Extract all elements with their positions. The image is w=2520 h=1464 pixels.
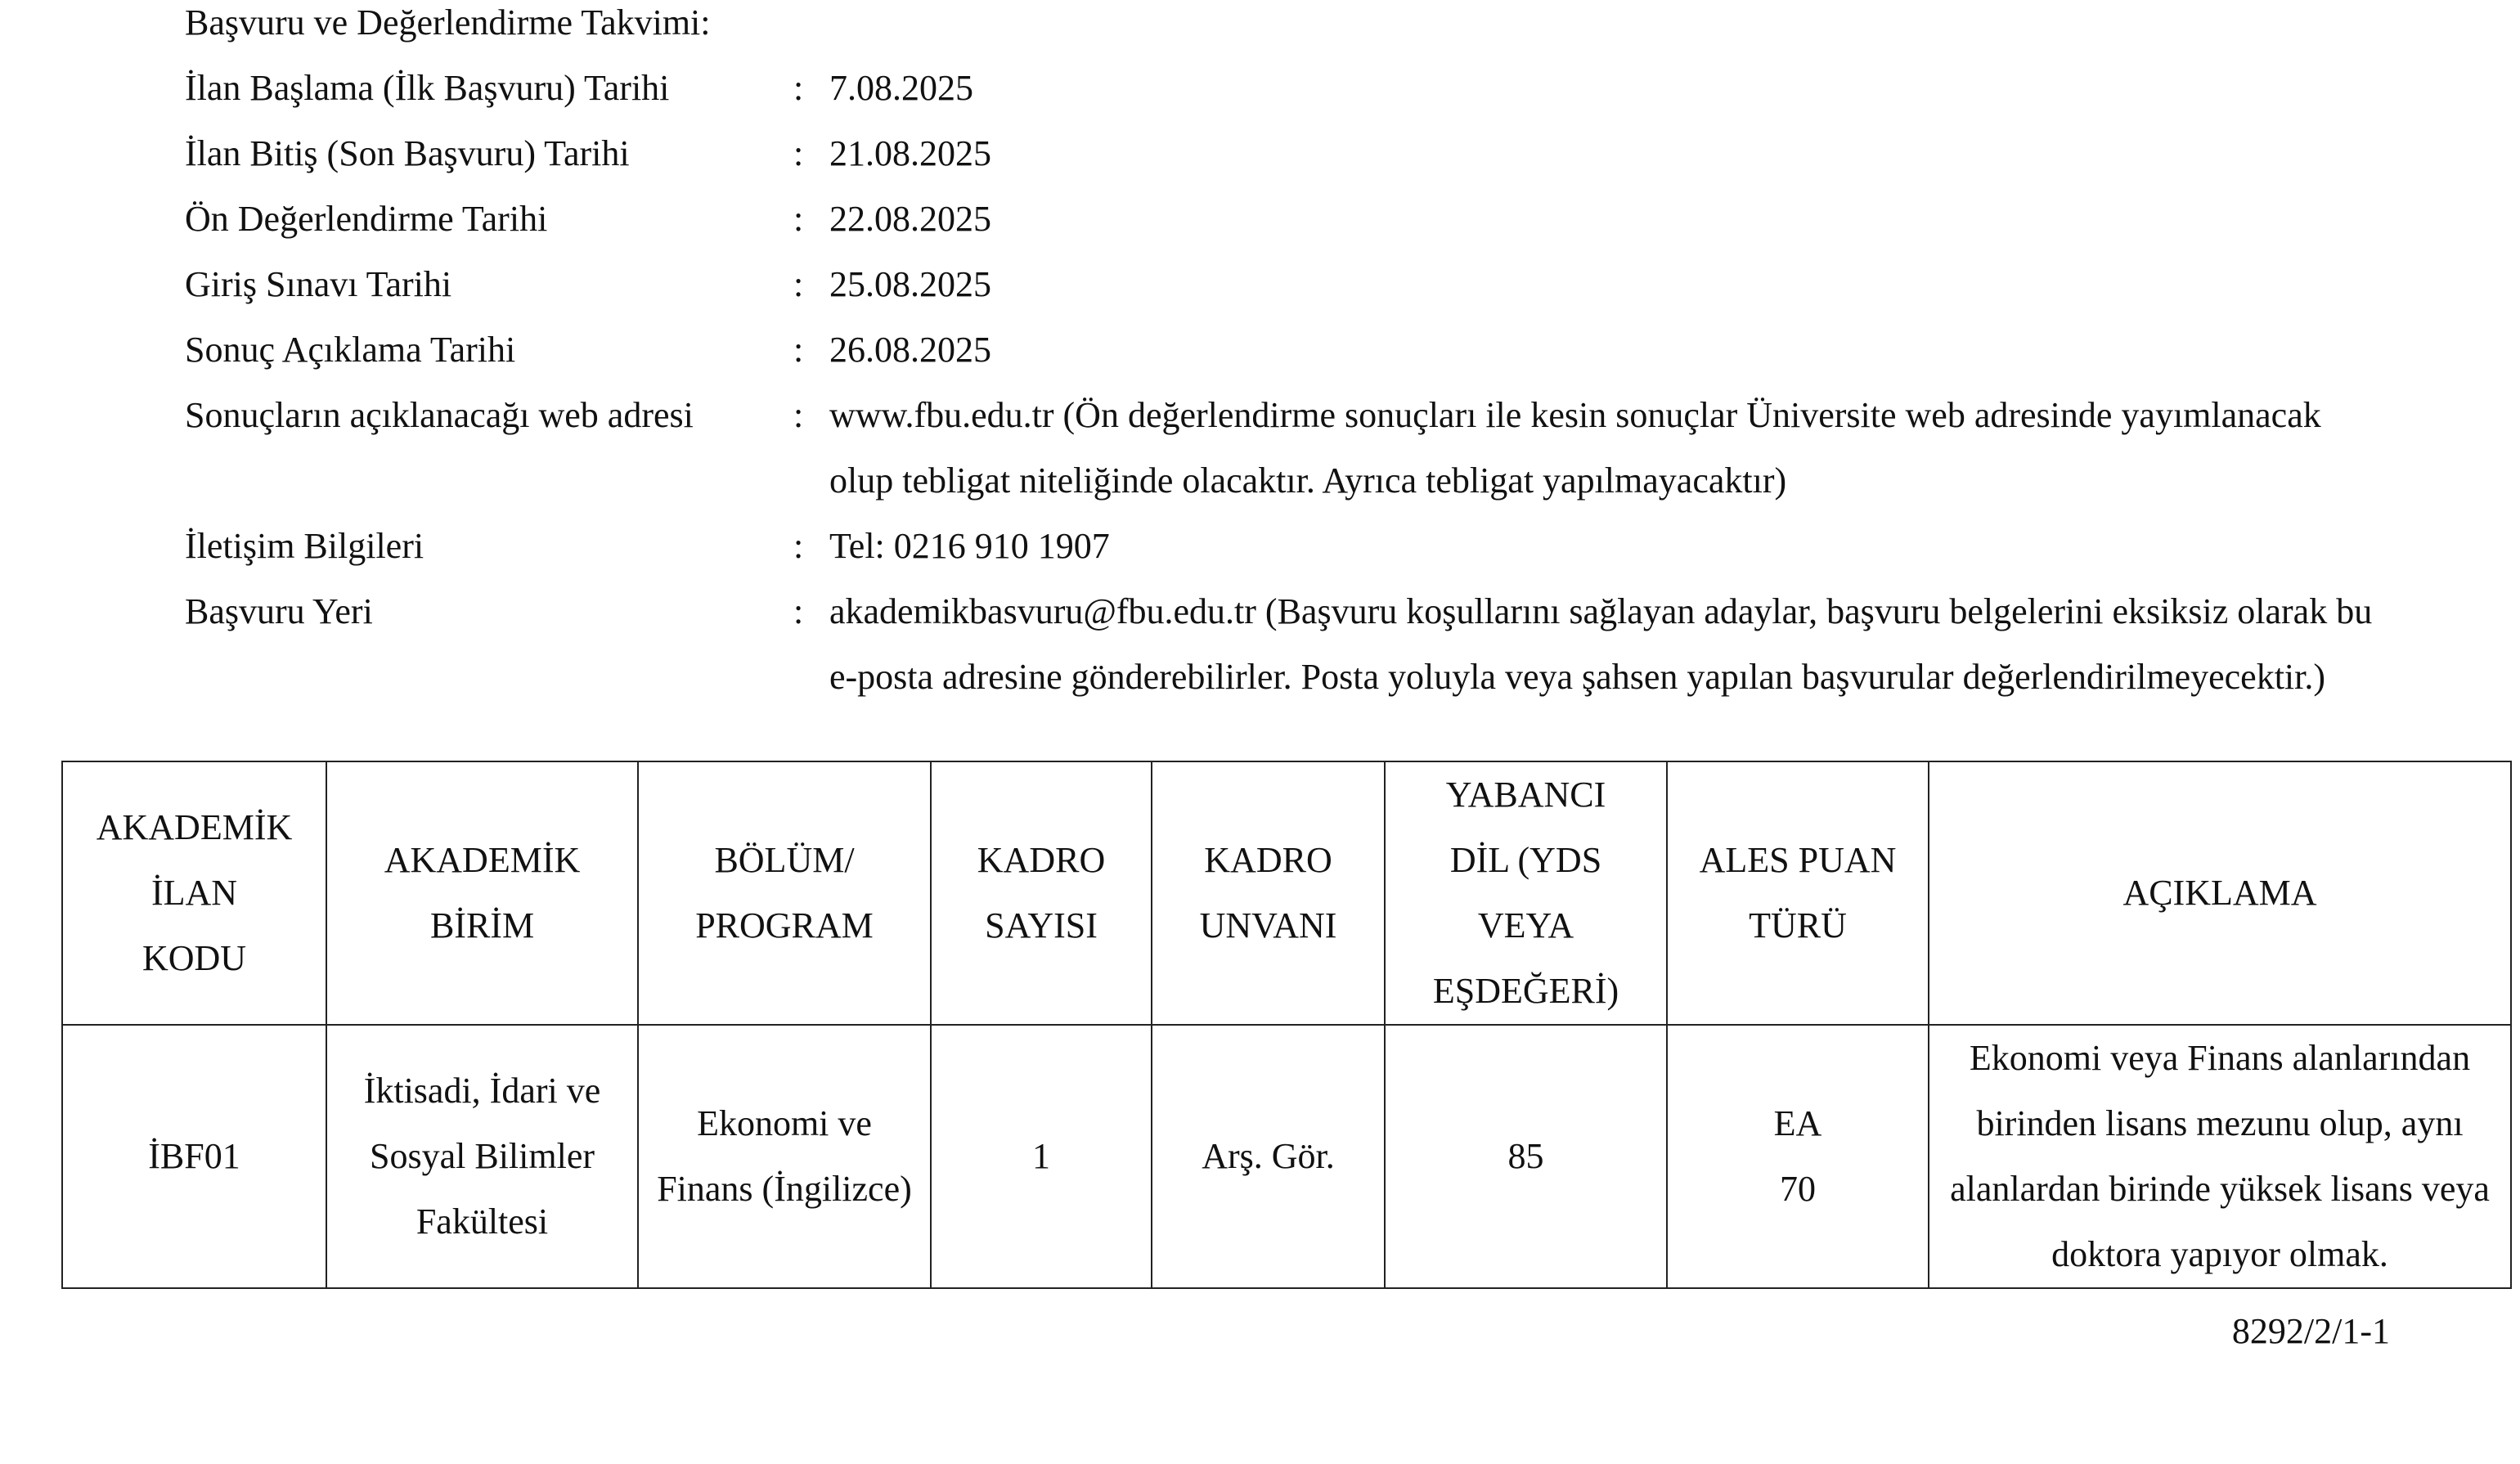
header-text: PROGRAM — [695, 905, 874, 945]
schedule-label: İlan Başlama (İlk Başvuru) Tarihi — [185, 68, 670, 108]
cell-text: doktora yapıyor olmak. — [2051, 1234, 2388, 1274]
schedule-colon: : — [793, 591, 804, 631]
cell-text: birinden lisans mezunu olup, aynı — [1976, 1103, 2464, 1143]
header-text: KODU — [141, 938, 247, 978]
table-header-row — [62, 761, 2511, 1025]
schedule-label: Sonuçların açıklanacağı web adresi — [185, 395, 694, 435]
header-text: VEYA — [1477, 905, 1574, 945]
document-number: 8292/2/1-1 — [2231, 1311, 2390, 1351]
schedule-value: 26.08.2025 — [829, 330, 991, 370]
schedule-value — [829, 383, 2508, 514]
header-text: KADRO — [977, 840, 1106, 880]
cell-count: 1 — [931, 1025, 1152, 1288]
schedule-label: İletişim Bilgileri — [185, 526, 424, 566]
schedule-value: 21.08.2025 — [829, 133, 991, 173]
schedule-value: 22.08.2025 — [829, 199, 991, 239]
cell-text: alanlardan birinde yüksek lisans veya — [1950, 1169, 2490, 1209]
header-text: KADRO — [1204, 840, 1332, 880]
header-text: BÖLÜM/ — [714, 840, 855, 880]
header-ales-puan-turu — [1667, 761, 1929, 1025]
cell-text: EA — [1773, 1103, 1822, 1143]
header-text: YABANCI — [1445, 775, 1606, 815]
header-text: DİL (YDS — [1449, 840, 1602, 880]
schedule-label: Sonuç Açıklama Tarihi — [185, 330, 516, 370]
cell-text: İktisadi, İdari ve — [363, 1071, 601, 1111]
schedule-value: 25.08.2025 — [829, 264, 991, 304]
cell-unit — [326, 1025, 638, 1288]
schedule-colon: : — [793, 199, 804, 239]
schedule-label: Ön Değerlendirme Tarihi — [185, 199, 548, 239]
header-text: EŞDEĞERİ) — [1432, 971, 1619, 1011]
schedule-label: Giriş Sınavı Tarihi — [185, 264, 452, 304]
cell-text: Sosyal Bilimler — [370, 1136, 595, 1176]
header-bolum-program — [638, 761, 931, 1025]
schedule-list — [185, 56, 2508, 710]
schedule-row-web-address — [185, 383, 2508, 514]
cell-program — [638, 1025, 931, 1288]
header-text: SAYISI — [985, 905, 1098, 945]
cell-title: Arş. Gör. — [1152, 1025, 1385, 1288]
schedule-row-start-date — [185, 56, 2508, 121]
header-ilan-kodu — [62, 761, 326, 1025]
header-aciklama — [1929, 761, 2511, 1025]
schedule-row-result-date — [185, 317, 2508, 383]
cell-text: 70 — [1780, 1169, 1816, 1209]
schedule-value: Tel: 0216 910 1907 — [829, 526, 1110, 566]
header-text: AÇIKLAMA — [2122, 873, 2317, 913]
schedule-row-application-place — [185, 579, 2508, 710]
cell-description — [1929, 1025, 2511, 1288]
header-text: İLAN — [150, 873, 238, 913]
header-kadro-unvani — [1152, 761, 1385, 1025]
schedule-colon: : — [793, 68, 804, 108]
schedule-value: 7.08.2025 — [829, 68, 973, 108]
schedule-label: Başvuru Yeri — [185, 591, 373, 631]
schedule-colon: : — [793, 264, 804, 304]
position-table — [61, 761, 2512, 1289]
schedule-row-pre-evaluation — [185, 186, 2508, 252]
cell-code: İBF01 — [62, 1025, 326, 1288]
header-yabanci-dil — [1385, 761, 1667, 1025]
header-text: BİRİM — [429, 905, 535, 945]
schedule-title: Başvuru ve Değerlendirme Takvimi: — [185, 2, 711, 43]
schedule-colon: : — [793, 330, 804, 370]
schedule-label: İlan Bitiş (Son Başvuru) Tarihi — [185, 133, 630, 173]
application-place-line-2: e-posta adresine gönderebilirler. Posta yoluyla veya şahsen yapılan başvurular değerlendirilmeyecektir.) — [829, 657, 2326, 697]
cell-text: Finans (İngilizce) — [657, 1169, 912, 1209]
schedule-colon: : — [793, 395, 804, 435]
schedule-value — [829, 579, 2508, 710]
cell-text: Ekonomi ve — [697, 1103, 872, 1143]
header-akademik-birim — [326, 761, 638, 1025]
web-address-line-2: olup tebligat niteliğinde olacaktır. Ayrıca tebligat yapılmayacaktır) — [829, 460, 1787, 501]
web-address-line-1: www.fbu.edu.tr (Ön değerlendirme sonuçları ile kesin sonuçlar Üniversite web adresinde yayımlanacak — [829, 395, 2321, 435]
header-kadro-sayisi — [931, 761, 1152, 1025]
header-text: TÜRÜ — [1749, 905, 1847, 945]
cell-text: Ekonomi veya Finans alanlarından — [1969, 1038, 2471, 1078]
header-text: UNVANI — [1199, 905, 1337, 945]
application-place-line-1: akademikbasvuru@fbu.edu.tr (Başvuru koşullarını sağlayan adaylar, başvuru belgelerini eksiksiz olarak bu — [829, 591, 2373, 631]
schedule-row-contact — [185, 514, 2508, 579]
table-row — [62, 1025, 2511, 1288]
schedule-colon: : — [793, 526, 804, 566]
schedule-row-exam-date — [185, 252, 2508, 317]
cell-text: Fakültesi — [416, 1201, 549, 1242]
header-text: ALES PUAN — [1699, 840, 1897, 880]
schedule-row-end-date — [185, 121, 2508, 186]
cell-language-score: 85 — [1385, 1025, 1667, 1288]
header-text: AKADEMİK — [384, 840, 581, 880]
cell-ales — [1667, 1025, 1929, 1288]
header-text: AKADEMİK — [96, 807, 293, 847]
schedule-colon: : — [793, 133, 804, 173]
